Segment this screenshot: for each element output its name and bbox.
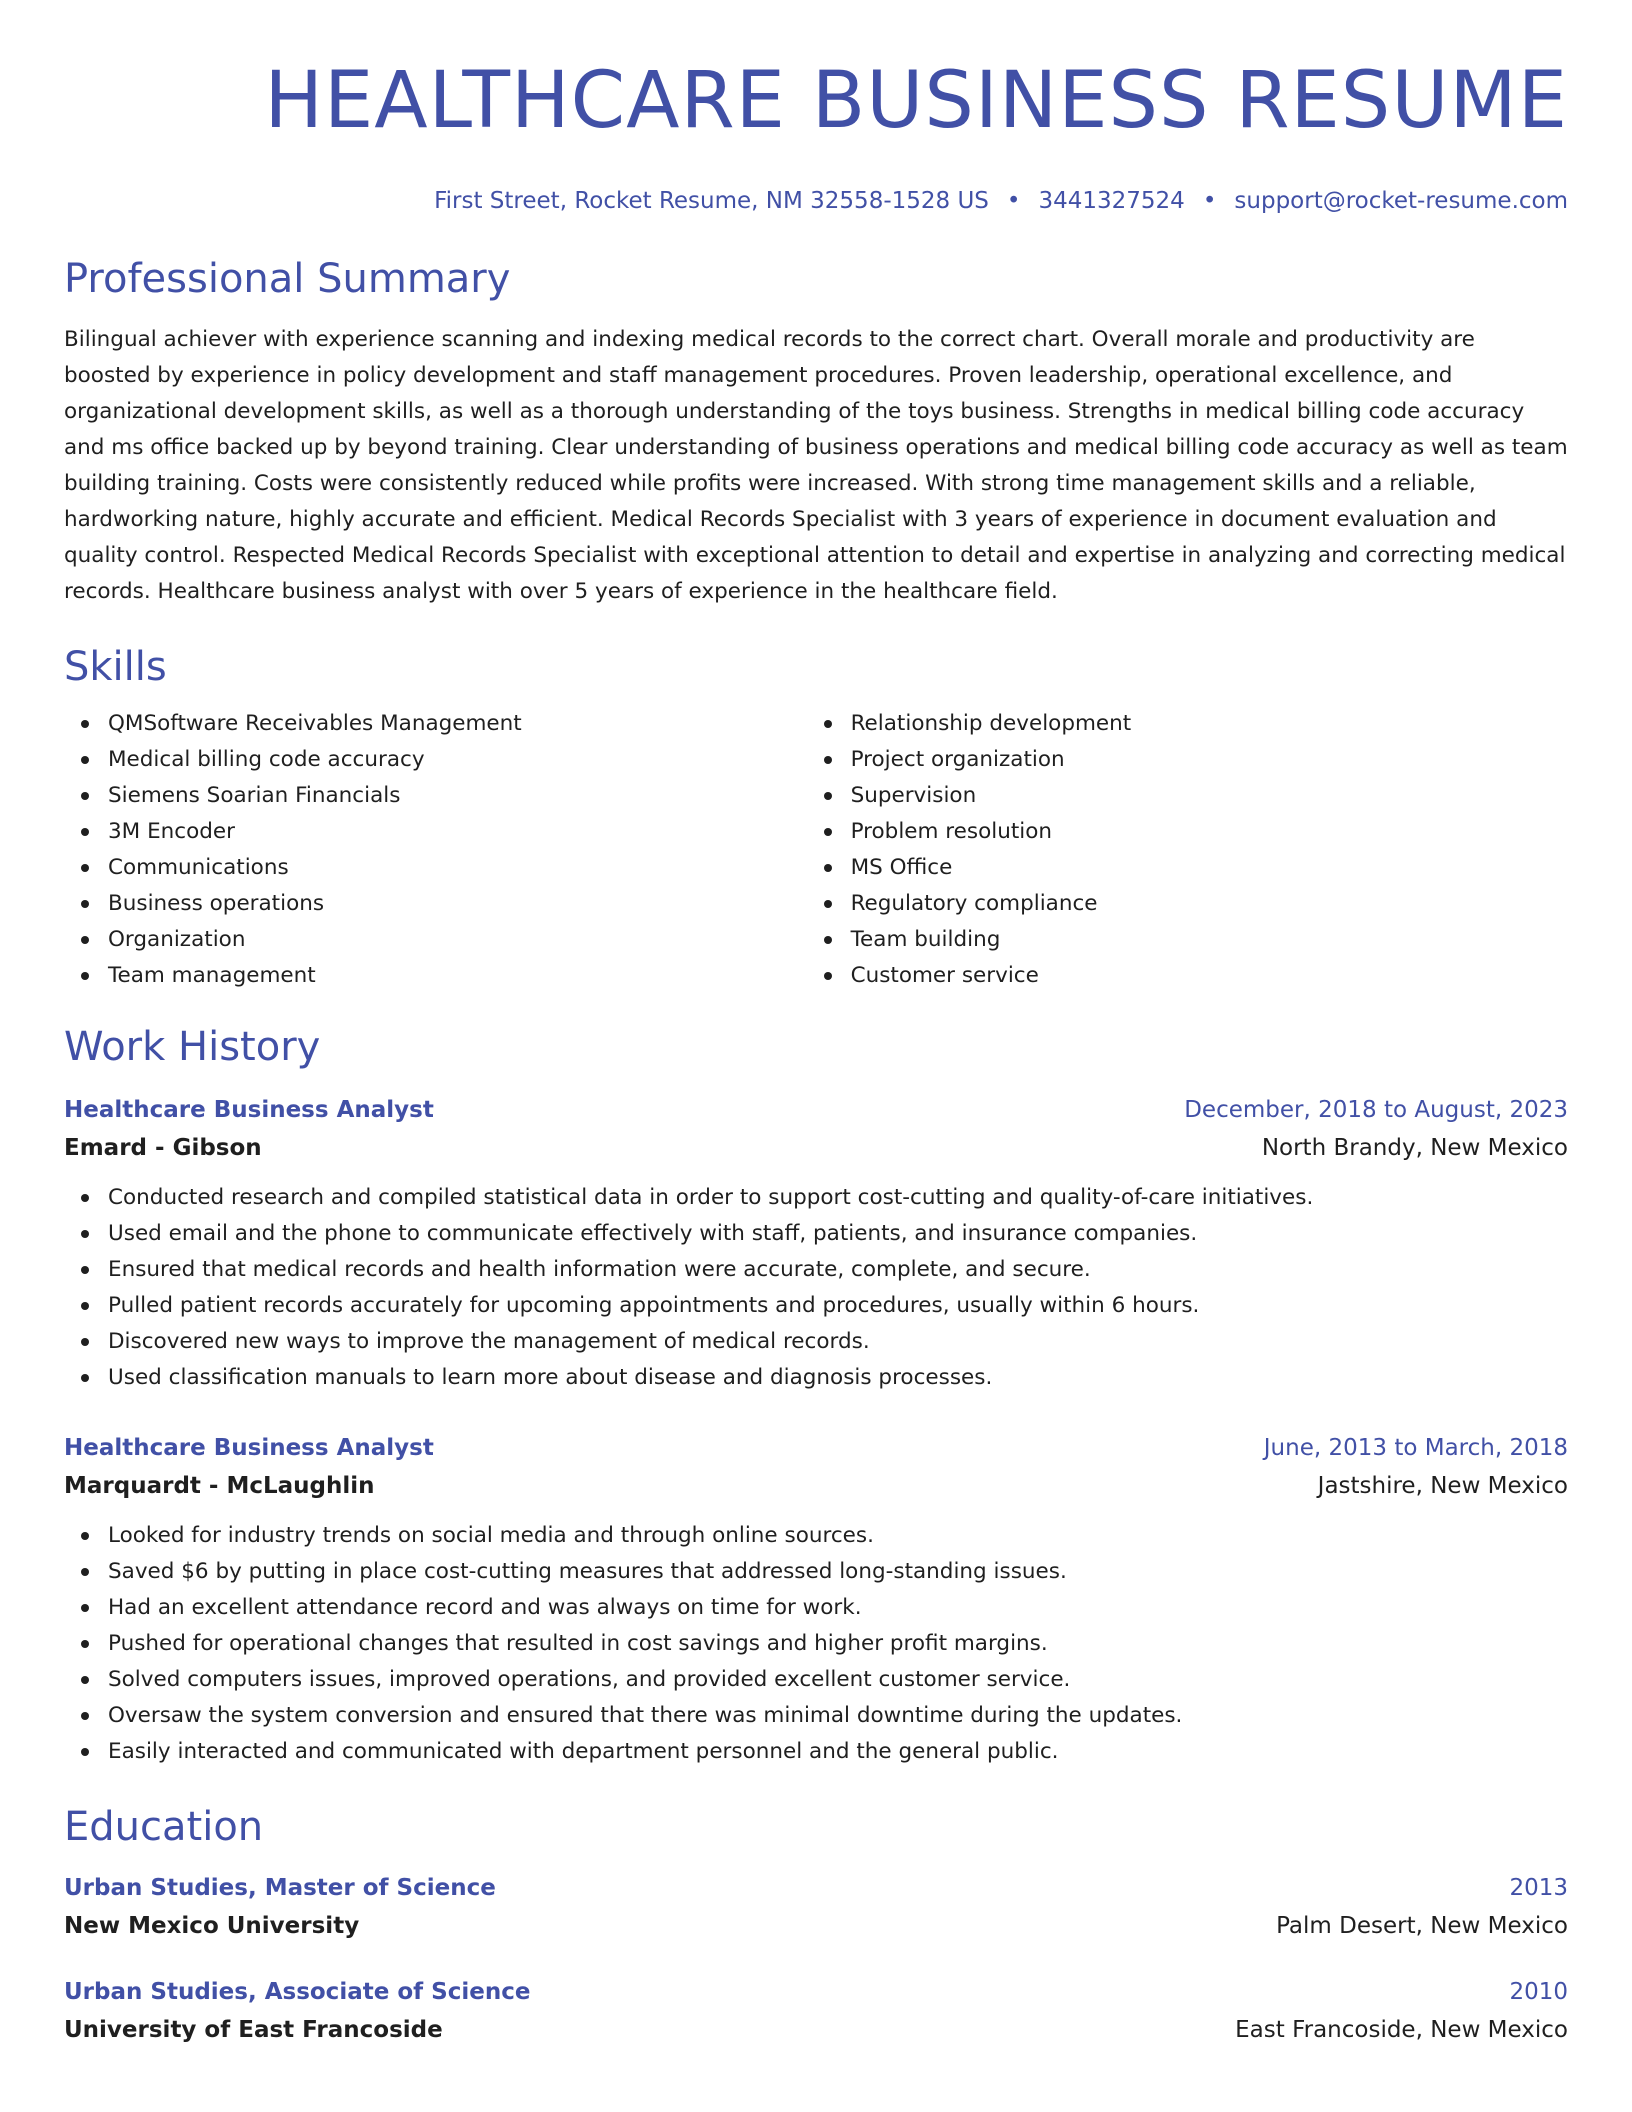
skill-item: Organization: [108, 922, 807, 958]
job-title-row: [64, 1430, 1568, 1466]
skills-heading: Skills: [64, 644, 167, 690]
job-employer-row: [64, 1466, 1568, 1506]
skill-item: 3M Encoder: [108, 814, 807, 850]
job-bullet: Solved computers issues, improved operations, and provided excellent customer service.: [108, 1662, 1568, 1698]
skill-item: QMSoftware Receivables Management: [108, 706, 807, 742]
education-entry: [64, 1974, 1568, 2050]
degree-title: Urban Studies, Associate of Science: [64, 1979, 531, 2005]
job-bullet: Used email and the phone to communicate effectively with staff, patients, and insurance companies.: [108, 1216, 1568, 1252]
contact-separator: •: [1006, 188, 1021, 214]
job-dates: December, 2018 to August, 2023: [1184, 1097, 1568, 1123]
job-location: Jastshire, New Mexico: [1317, 1473, 1568, 1499]
job-location: North Brandy, New Mexico: [1261, 1135, 1568, 1161]
job-bullet: Easily interacted and communicated with department personnel and the general public.: [108, 1734, 1568, 1770]
school-row: [64, 2010, 1568, 2050]
contact-phone: 3441327524: [1038, 188, 1185, 214]
skills-list: [64, 706, 1568, 994]
summary-heading: Professional Summary: [64, 256, 511, 302]
job-bullets: [64, 1518, 1568, 1770]
skill-item: Project organization: [851, 742, 1568, 778]
job-employer-row: [64, 1128, 1568, 1168]
skills-column-left: [64, 706, 807, 994]
degree-row: [64, 1974, 1568, 2010]
degree-year: 2010: [1509, 1979, 1568, 2005]
skill-item: Siemens Soarian Financials: [108, 778, 807, 814]
degree-row: [64, 1870, 1568, 1906]
job-bullet: Conducted research and compiled statistical data in order to support cost-cutting and quality-of-care initiatives.: [108, 1180, 1568, 1216]
skill-item: MS Office: [851, 850, 1568, 886]
job-bullet: Used classification manuals to learn more about disease and diagnosis processes.: [108, 1360, 1568, 1396]
education-heading: Education: [64, 1804, 264, 1850]
school-name: New Mexico University: [64, 1913, 360, 1939]
skill-item: Communications: [108, 850, 807, 886]
job-bullet: Discovered new ways to improve the management of medical records.: [108, 1324, 1568, 1360]
job-bullet: Pushed for operational changes that resulted in cost savings and higher profit margins.: [108, 1626, 1568, 1662]
job-bullet: Looked for industry trends on social media and through online sources.: [108, 1518, 1568, 1554]
job-title: Healthcare Business Analyst: [64, 1097, 434, 1123]
skill-item: Regulatory compliance: [851, 886, 1568, 922]
school-row: [64, 1906, 1568, 1946]
job-bullet: Had an excellent attendance record and was always on time for work.: [108, 1590, 1568, 1626]
job-title-row: [64, 1092, 1568, 1128]
school-location: Palm Desert, New Mexico: [1276, 1913, 1568, 1939]
resume-name: HEALTHCARE BUSINESS RESUME: [264, 56, 1568, 146]
contact-email[interactable]: support@rocket-resume.com: [1234, 188, 1568, 214]
job-bullets: [64, 1180, 1568, 1396]
contact-separator: •: [1202, 188, 1217, 214]
job-employer: Emard - Gibson: [64, 1135, 262, 1161]
job-title: Healthcare Business Analyst: [64, 1435, 434, 1461]
summary-text: Bilingual achiever with experience scanning and indexing medical records to the correct chart. Overall morale and productivity are boosted by experience in policy development and staff management procedures. Proven leadership, operational excellence, and organizational development skills, as well as a thorough understanding of the toys business. Strengths in medical billing code accuracy and ms office backed up by beyond training. Clear understanding of business operations and medical billing code accuracy as well as team building training. Costs were consistently reduced while profits were increased. With strong time management skills and a reliable, hardworking nature, highly accurate and efficient. Medical Records Specialist with 3 years of experience in document evaluation and quality control. Respected Medical Records Specialist with exceptional attention to detail and expertise in analyzing and correcting medical records. Healthcare business analyst with over 5 years of experience in the healthcare field.: [64, 327, 1568, 604]
contact-address: First Street, Rocket Resume, NM 32558-1528 US: [434, 188, 989, 214]
skill-item: Relationship development: [851, 706, 1568, 742]
degree-title: Urban Studies, Master of Science: [64, 1875, 496, 1901]
contact-line: [64, 186, 1568, 216]
skill-item: Supervision: [851, 778, 1568, 814]
skill-item: Team building: [851, 922, 1568, 958]
job-bullet: Ensured that medical records and health information were accurate, complete, and secure.: [108, 1252, 1568, 1288]
degree-year: 2013: [1509, 1875, 1568, 1901]
resume-header: [64, 0, 1568, 216]
skills-column-right: [807, 706, 1568, 994]
work-history-heading: Work History: [64, 1024, 321, 1070]
skill-item: Problem resolution: [851, 814, 1568, 850]
skill-item: Team management: [108, 958, 807, 994]
job-bullet: Pulled patient records accurately for upcoming appointments and procedures, usually within 6 hours.: [108, 1288, 1568, 1324]
school-location: East Francoside, New Mexico: [1235, 2017, 1568, 2043]
education-entry: [64, 1870, 1568, 1946]
job-bullet: Saved $6 by putting in place cost-cutting measures that addressed long-standing issues.: [108, 1554, 1568, 1590]
job-entry: [64, 1092, 1568, 1396]
job-entry: [64, 1430, 1568, 1770]
job-dates: June, 2013 to March, 2018: [1263, 1435, 1568, 1461]
job-bullet: Oversaw the system conversion and ensured that there was minimal downtime during the updates.: [108, 1698, 1568, 1734]
skill-item: Business operations: [108, 886, 807, 922]
skill-item: Medical billing code accuracy: [108, 742, 807, 778]
skill-item: Customer service: [851, 958, 1568, 994]
job-employer: Marquardt - McLaughlin: [64, 1473, 375, 1499]
school-name: University of East Francoside: [64, 2017, 443, 2043]
